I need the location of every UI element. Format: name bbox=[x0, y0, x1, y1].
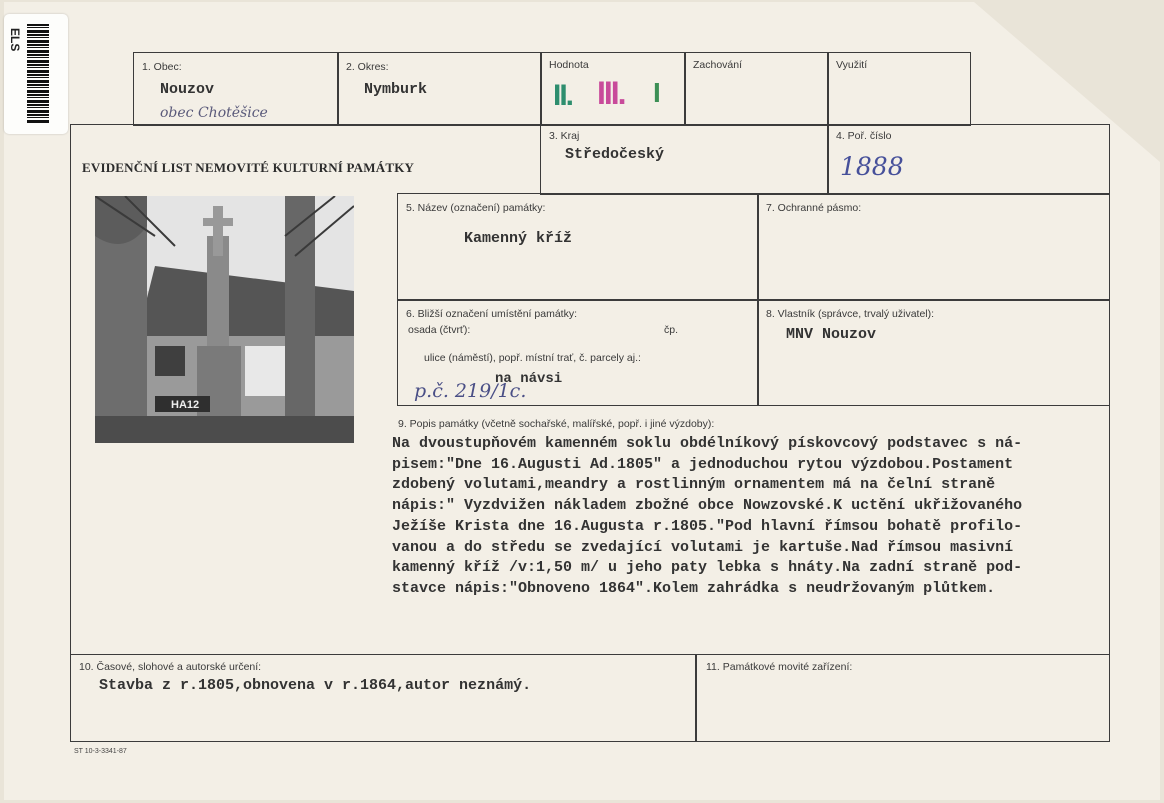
hodnota-mark-green: II. bbox=[553, 79, 573, 112]
popis-line: vanou a do středu se zvedající volutami je kartuše.Nad římsou masivní bbox=[392, 538, 1014, 556]
popis-line: zdobený volutami,meandry a rostlinným ornamentem má na čelní straně bbox=[392, 476, 996, 494]
obec-note: obec Chotěšice bbox=[160, 105, 268, 121]
popis-label: 9. Popis památky (včetně sochařské, malířské, popř. i jiné výzdoby): bbox=[398, 418, 715, 430]
field-movite-zarizeni bbox=[695, 654, 1110, 742]
umisteni-value: na návsi bbox=[495, 371, 563, 387]
kraj-label: 3. Kraj bbox=[549, 130, 580, 142]
okres-value: Nymburk bbox=[364, 81, 428, 98]
obec-label: 1. Obec: bbox=[142, 61, 182, 73]
popis-line: stavce nápis:"Obnoveno 1864".Kolem zahrádka s neudržovaným plůtkem. bbox=[392, 579, 996, 597]
field-vyuziti bbox=[827, 52, 971, 126]
field-umisteni bbox=[397, 299, 759, 406]
field-vlastnik bbox=[757, 299, 1110, 406]
hodnota-mark-third: I bbox=[653, 77, 661, 108]
nazev-label: 5. Název (označení) památky: bbox=[406, 202, 546, 214]
kraj-value: Středočeský bbox=[565, 146, 665, 163]
popis-line: nápis:" Vyzdvižen nákladem zbožné obce Nowzovské.K uctění ukřižovaného bbox=[392, 497, 1023, 515]
monument-photo bbox=[95, 196, 354, 443]
field-kraj bbox=[540, 124, 829, 195]
field-obec bbox=[133, 52, 339, 126]
vlastnik-value: MNV Nouzov bbox=[786, 326, 877, 343]
form-code: ST 10-3-3341-87 bbox=[74, 748, 127, 755]
popis-line: Ježíše Krista dne 16.Augusta r.1805."Pod hlavní římsou bohatě profilo- bbox=[392, 517, 1023, 535]
photo-sign-text: HA12 bbox=[171, 399, 200, 411]
barcode-icon bbox=[27, 24, 49, 124]
popis-line: kamenný kříž /v:1,50 m/ u jeho paty lebka s hnáty.Na zadní straně pod- bbox=[392, 559, 1023, 577]
barcode-sticker bbox=[4, 14, 68, 134]
urceni-value: Stavba z r.1805,obnovena v r.1864,autor neznámý. bbox=[99, 677, 532, 694]
field-zachovani bbox=[684, 52, 829, 126]
vyuziti-label: Využití bbox=[836, 59, 868, 71]
popis-line: Na dvoustupňovém kamenném soklu obdélníkový pískovcový podstavec s ná- bbox=[392, 435, 1023, 452]
field-por-cislo bbox=[827, 124, 1110, 195]
umisteni-label: 6. Bližší označení umístění památky: bbox=[406, 308, 577, 320]
por-cislo-value: 1888 bbox=[840, 152, 904, 181]
vlastnik-label: 8. Vlastník (správce, trvalý uživatel): bbox=[766, 308, 935, 320]
pasmo-label: 7. Ochranné pásmo: bbox=[766, 202, 862, 214]
hodnota-mark-pink: III. bbox=[597, 75, 625, 111]
popis-line: pisem:"Dne 16.Augusti Ad.1805" a jednoduchou rytou výzdobou.Postament bbox=[392, 455, 1014, 473]
field-okres bbox=[337, 52, 542, 126]
cp-label: čp. bbox=[664, 324, 679, 336]
field-nazev bbox=[397, 193, 759, 301]
zachovani-label: Zachování bbox=[693, 59, 743, 71]
document-title: EVIDENČNÍ LIST NEMOVITÉ KULTURNÍ PAMÁTKY bbox=[82, 160, 415, 175]
por-cislo-label: 4. Poř. číslo bbox=[836, 130, 892, 142]
zarizeni-label: 11. Památkové movité zařízení: bbox=[706, 661, 853, 673]
ulice-label: ulice (náměstí), popř. místní trať, č. parcely aj.: bbox=[424, 352, 641, 364]
okres-label: 2. Okres: bbox=[346, 61, 389, 73]
hodnota-label: Hodnota bbox=[549, 59, 589, 71]
field-ochranne-pasmo bbox=[757, 193, 1110, 301]
stone-cross-photo-icon bbox=[95, 196, 354, 443]
obec-value: Nouzov bbox=[160, 81, 215, 98]
nazev-value: Kamenný kříž bbox=[464, 230, 573, 247]
sticker-code: ELS bbox=[8, 28, 22, 52]
parcel-number: p.č. 219/1c. bbox=[414, 380, 527, 402]
urceni-label: 10. Časové, slohové a autorské určení: bbox=[79, 661, 262, 673]
osada-label: osada (čtvrť): bbox=[408, 324, 471, 336]
field-urceni bbox=[70, 654, 697, 742]
field-hodnota bbox=[540, 52, 686, 126]
